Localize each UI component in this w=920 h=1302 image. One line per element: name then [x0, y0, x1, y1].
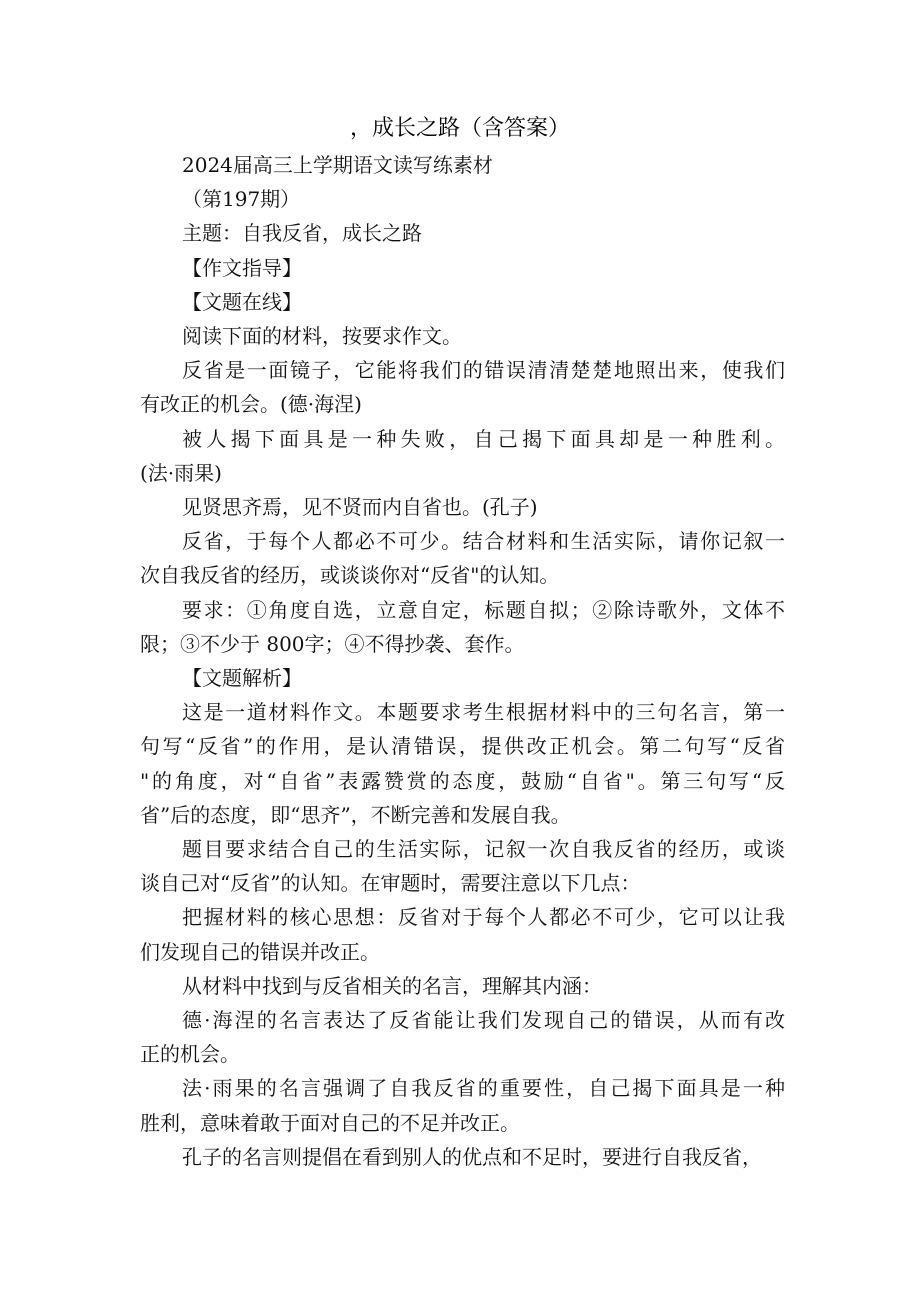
paragraph-line: （第197期）	[182, 187, 301, 212]
paragraph-line: 【文题解析】	[182, 666, 302, 691]
paragraph	[140, 319, 785, 353]
paragraph-line: 题目要求结合自己的生活实际，记叙一次自我反省的经历，或谈	[182, 837, 785, 862]
paragraph	[140, 1003, 785, 1071]
paragraph	[140, 422, 785, 490]
paragraph-line: 要求：①角度自选，立意自定，标题自拟；②除诗歌外，文体不	[182, 597, 785, 622]
paragraph-line: 【文题在线】	[182, 289, 302, 314]
paragraph-line: 把握材料的核心思想：反省对于每个人都必不可少，它可以让我	[182, 905, 785, 930]
paragraph-line: 们发现自己的错误并改正。	[140, 939, 380, 964]
paragraph-line: 从材料中找到与反省相关的名言，理解其内涵：	[182, 973, 602, 998]
document-title: ，成长之路（含答案）	[349, 116, 570, 141]
paragraph-line: 次自我反省的经历，或谈谈你对“反省"的认知。	[140, 563, 560, 588]
paragraph-line: 胜利，意味着敢于面对自己的不足并改正。	[140, 1110, 520, 1135]
paragraph-line: 2024届高三上学期语文读写练素材	[182, 153, 493, 177]
paragraph-line: 法·雨果的名言强调了自我反省的重要性，自己揭下面具是一种	[182, 1076, 785, 1101]
paragraph	[140, 353, 785, 421]
paragraph-line: "的角度，对“自省”表露赞赏的态度，鼓励“自省"。第三句写“反	[140, 768, 785, 793]
paragraph	[140, 695, 785, 832]
paragraph-line: 反省，于每个人都必不可少。结合材料和生活实际，请你记叙一	[182, 529, 785, 554]
paragraph-line: 【作文指导】	[182, 255, 302, 280]
paragraph-line: (法·雨果)	[140, 460, 222, 485]
paragraph	[140, 490, 785, 524]
paragraph	[140, 1071, 785, 1139]
paragraph-line: 省”后的态度，即“思齐”，不断完善和发展自我。	[140, 802, 571, 827]
paragraph-line: 反省是一面镜子，它能将我们的错误清清楚楚地照出来，使我们	[182, 358, 785, 383]
paragraph-line: 被人揭下面具是一种失败，自己揭下面具却是一种胜利。	[182, 426, 785, 451]
paragraph	[140, 661, 785, 695]
paragraph	[140, 182, 785, 216]
paragraph	[140, 251, 785, 285]
paragraph	[140, 216, 785, 250]
paragraph	[140, 832, 785, 900]
document-body	[140, 148, 785, 1174]
paragraph	[140, 969, 785, 1003]
paragraph	[140, 1140, 785, 1174]
paragraph-line: 有改正的机会。(德·海涅)	[140, 392, 362, 417]
paragraph-line: 阅读下面的材料，按要求作文。	[182, 324, 462, 349]
paragraph-line: 限；③不少于 800字；④不得抄袭、套作。	[140, 631, 525, 656]
paragraph-line: 孔子的名言则提倡在看到别人的优点和不足时，要进行自我反省，	[182, 1144, 762, 1169]
paragraph	[140, 524, 785, 592]
paragraph-line: 德·海涅的名言表达了反省能让我们发现自己的错误，从而有改	[182, 1008, 785, 1033]
paragraph	[140, 900, 785, 968]
paragraph	[140, 148, 785, 182]
paragraph-line: 谈自己对“反省”的认知。在审题时，需要注意以下几点：	[140, 871, 641, 896]
paragraph-line: 见贤思齐焉，见不贤而内自省也。(孔子)	[182, 495, 538, 520]
paragraph-line: 这是一道材料作文。本题要求考生根据材料中的三句名言，第一	[182, 700, 785, 725]
paragraph	[140, 285, 785, 319]
paragraph-line: 主题：自我反省，成长之路	[182, 221, 422, 246]
paragraph-line: 正的机会。	[140, 1042, 240, 1067]
paragraph-line: 句写“反省”的作用，是认清错误，提供改正机会。第二句写“反省	[140, 734, 785, 759]
paragraph	[140, 593, 785, 661]
